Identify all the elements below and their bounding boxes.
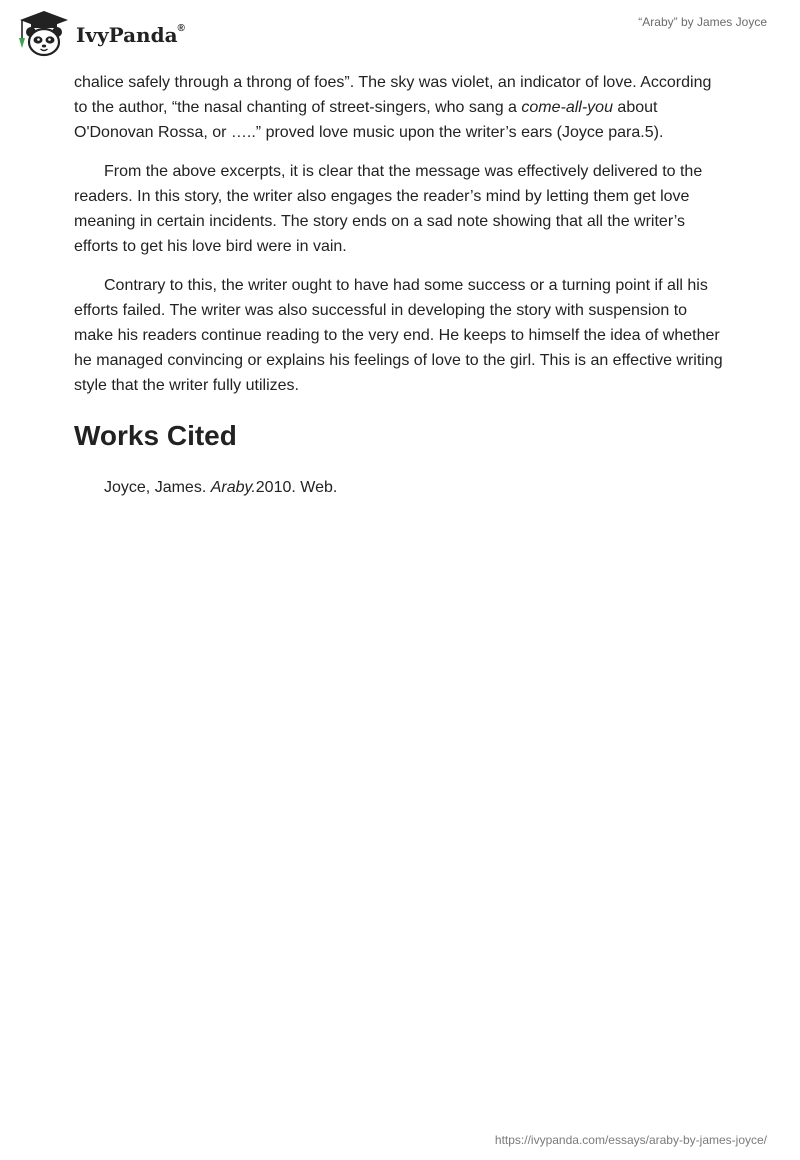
paragraph-2: From the above excerpts, it is clear that the message was effectively delivered to the readers. In this story, the writer also engages the reader’s mind by letting them get love meaning in certain incidents. The story ends on a sad note showing that all the writer’s efforts to get his love bird were in vain. <box>74 163 703 255</box>
ivypanda-logo[interactable] <box>16 8 186 58</box>
citation-entry: Joyce, James. Araby.2010. Web. <box>104 479 338 496</box>
paragraph-3: Contrary to this, the writer ought to have had some success or a turning point if all his efforts failed. The writer was also successful in developing the story with suspension to make his readers continue reading to the very end. He keeps to himself the idea of whether he managed convincing or explains his feelings of love to the girl. This is an effective writing style that the writer fully utilizes. <box>74 277 723 394</box>
essay-content <box>74 70 726 500</box>
document-title: “Araby” by James Joyce <box>638 15 767 29</box>
page-header <box>0 0 800 70</box>
panda-graduation-cap-icon <box>16 8 74 58</box>
paragraph-1: chalice safely through a throng of foes”. The sky was violet, an indicator of love. According to the author, “the nasal chanting of street-singers, who sang a come-all-you about O'Donovan Rossa, or …..” proved love music upon the writer’s ears (Joyce para.5). <box>74 74 712 141</box>
footer-url[interactable]: https://ivypanda.com/essays/araby-by-james-joyce/ <box>494 1133 767 1147</box>
works-cited-heading: Works Cited <box>74 420 237 451</box>
brand-name: IvyPanda® <box>76 23 185 47</box>
